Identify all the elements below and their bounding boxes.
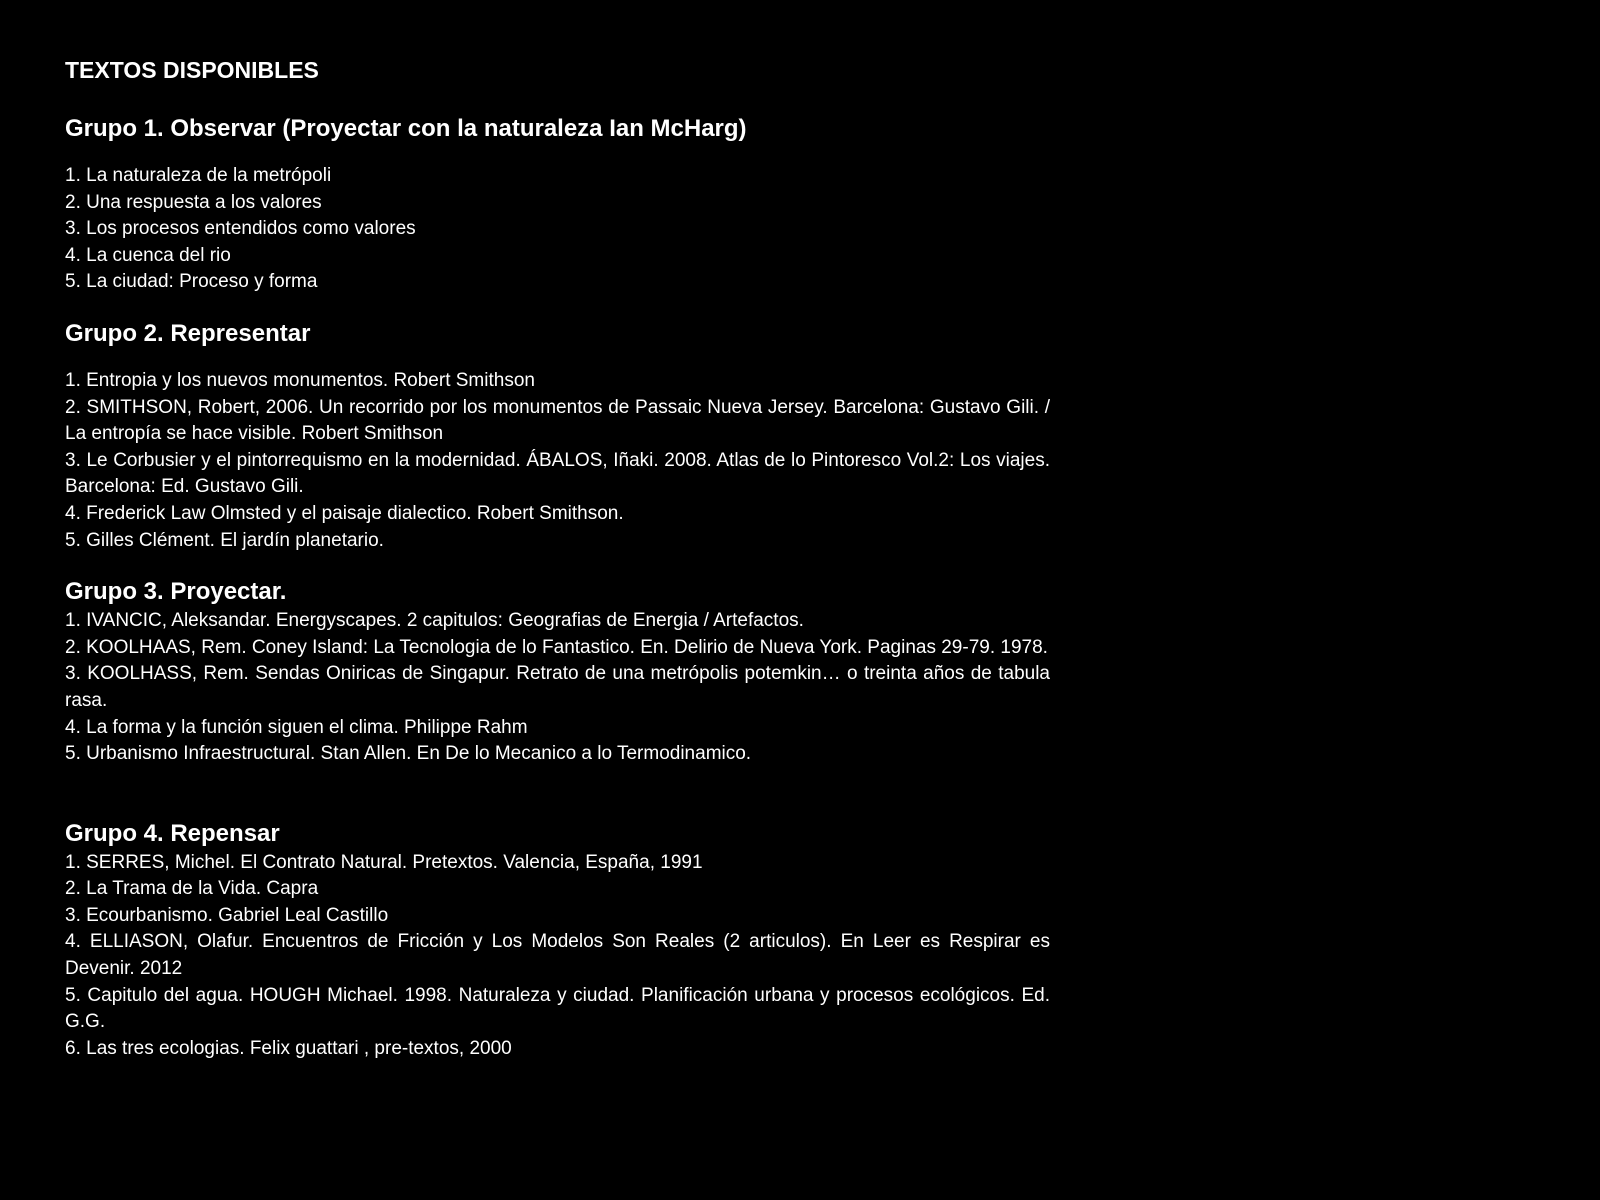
list-item: 4. La cuenca del rio [65, 244, 231, 266]
group-heading: Grupo 2. Representar [65, 319, 311, 347]
list-item: 2. La Trama de la Vida. Capra [65, 878, 319, 900]
document-title: TEXTOS DISPONIBLES [65, 57, 319, 83]
reading-list [65, 163, 1050, 296]
list-item: 4. ELLIASON, Olafur. Encuentros de Fricción y Los Modelos Son Reales (2 articulos). En Leer es Respirar es Devenir. 2012 [65, 931, 1050, 980]
document-body [65, 54, 1050, 1062]
group-heading: Grupo 4. Repensar [65, 819, 280, 847]
list-item: 3. Ecourbanismo. Gabriel Leal Castillo [65, 904, 389, 926]
list-item: 4. Frederick Law Olmsted y el paisaje dialectico. Robert Smithson. [65, 502, 624, 524]
group-representar [65, 318, 1050, 554]
list-item: 1. Entropia y los nuevos monumentos. Robert Smithson [65, 369, 535, 391]
list-item: 3. Los procesos entendidos como valores [65, 218, 416, 240]
reading-list [65, 368, 1050, 554]
group-proyectar [65, 576, 1050, 768]
list-item: 2. Una respuesta a los valores [65, 191, 322, 213]
list-item: 3. Le Corbusier y el pintorrequismo en la modernidad. ÁBALOS, Iñaki. 2008. Atlas de lo Pintoresco Vol.2: Los viajes. Barcelona: Ed. Gustavo Gili. [65, 449, 1050, 498]
list-item: 5. La ciudad: Proceso y forma [65, 271, 318, 293]
group-observar [65, 113, 1050, 296]
group-repensar [65, 818, 1050, 1063]
reading-list [65, 608, 1050, 768]
list-item: 2. SMITHSON, Robert, 2006. Un recorrido por los monumentos de Passaic Nueva Jersey. Barcelona: Gustavo Gili. / La entropía se hace visible. Robert Smithson [65, 396, 1050, 445]
list-item: 1. SERRES, Michel. El Contrato Natural. Pretextos. Valencia, España, 1991 [65, 851, 703, 873]
list-item: 6. Las tres ecologias. Felix guattari , pre-textos, 2000 [65, 1037, 512, 1059]
list-item: 3. KOOLHASS, Rem. Sendas Oniricas de Singapur. Retrato de una metrópolis potemkin… o treinta años de tabula rasa. [65, 663, 1050, 711]
list-item: 4. La forma y la función siguen el clima. Philippe Rahm [65, 716, 528, 738]
list-item: 5. Urbanismo Infraestructural. Stan Allen. En De lo Mecanico a lo Termodinamico. [65, 743, 752, 765]
list-item: 2. KOOLHAAS, Rem. Coney Island: La Tecnologia de lo Fantastico. En. Delirio de Nueva York. Paginas 29-79. 1978. [65, 636, 1048, 658]
list-item: 1. IVANCIC, Aleksandar. Energyscapes. 2 capitulos: Geografias de Energia / Artefactos. [65, 610, 804, 632]
list-item: 5. Capitulo del agua. HOUGH Michael. 1998. Naturaleza y ciudad. Planificación urbana y procesos ecológicos. Ed. G.G. [65, 984, 1050, 1033]
list-item: 1. La naturaleza de la metrópoli [65, 165, 332, 186]
reading-list [65, 850, 1050, 1063]
group-heading: Grupo 1. Observar (Proyectar con la naturaleza Ian McHarg) [65, 115, 747, 142]
list-item: 5. Gilles Clément. El jardín planetario. [65, 529, 384, 551]
group-heading: Grupo 3. Proyectar. [65, 578, 287, 606]
